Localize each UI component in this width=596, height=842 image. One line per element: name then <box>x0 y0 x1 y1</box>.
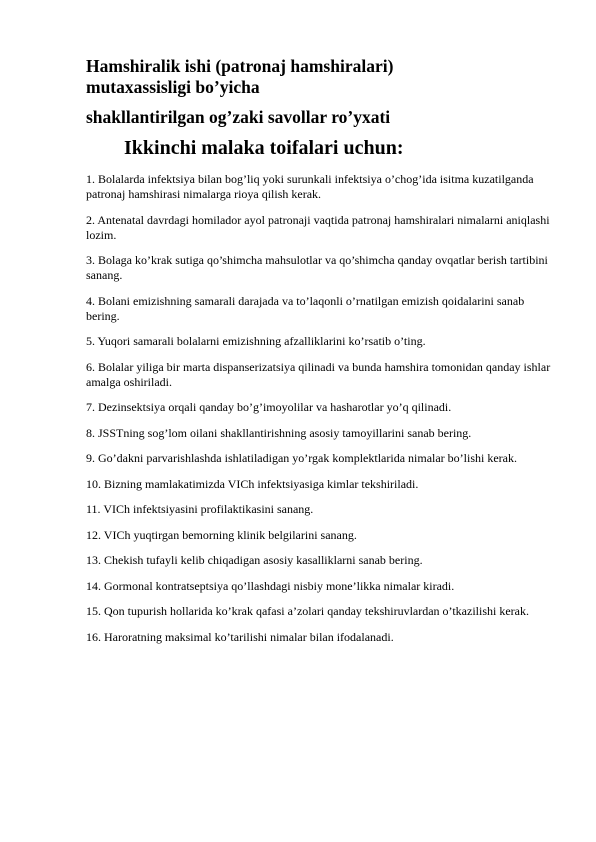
question-item: 2. Antenatal davrdagi homilador ayol patronaji vaqtida patronaj hamshiralari nimalarni aniqlashi lozim. <box>86 212 550 242</box>
document-subtitle: Ikkinchi malaka toifalari uchun: <box>124 137 404 159</box>
question-item: 14. Gormonal kontratseptsiya qo’llashdagi nisbiy mone’likka nimalar kiradi. <box>86 578 455 593</box>
question-item: 8. JSSTning sog’lom oilani shakllantirishning asosiy tamoyillarini sanab bering. <box>86 425 472 440</box>
question-item: 10. Bizning mamlakatimizda VICh infektsiyasiga kimlar tekshiriladi. <box>86 476 419 491</box>
document-title-line-3: shakllantirilgan og’zaki savollar ro’yxati <box>86 107 391 127</box>
document-page <box>86 56 556 655</box>
title-line-2: mutaxassisligi bo’yicha <box>86 77 260 97</box>
title-line-1: Hamshiralik ishi (patronaj hamshiralari) <box>86 56 394 76</box>
question-item: 7. Dezinsektsiya orqali qanday bo’g’imoyolilar va hasharotlar yo’q qilinadi. <box>86 400 452 414</box>
question-item: 3. Bolaga ko’krak sutiga qo’shimcha mahsulotlar va qo’shimcha qanday ovqatlar berish tartibini sanang. <box>86 253 548 282</box>
question-item: 6. Bolalar yiliga bir marta dispanserizatsiya qilinadi va bunda hamshira tomonidan qanday ishlar amalga oshiriladi. <box>86 359 551 389</box>
question-item: 4. Bolani emizishning samarali darajada va to’laqonli o’rnatilgan emizish qoidalarini sanab bering. <box>86 293 525 323</box>
document-title <box>86 56 556 98</box>
question-item: 15. Qon tupurish hollarida ko’krak qafasi a’zolari qanday tekshiruvlardan o’tkazilishi kerak. <box>86 604 529 618</box>
question-item: 12. VICh yuqtirgan bemorning klinik belgilarini sanang. <box>86 527 357 542</box>
question-item: 9. Go’dakni parvarishlashda ishlatiladigan yo’rgak komplektlarida nimalar bo’lishi kerak. <box>86 451 517 465</box>
question-item: 5. Yuqori samarali bolalarni emizishning afzalliklarini ko’rsatib o’ting. <box>86 334 426 348</box>
question-item: 16. Haroratning maksimal ko’tarilishi nimalar bilan ifodalanadi. <box>86 629 394 644</box>
question-item: 1. Bolalarda infektsiya bilan bog’liq yoki surunkali infektsiya o’chog’ida isitma kuzatilganda patronaj hamshirasi nimalarga rioya qilish kerak. <box>86 172 534 201</box>
question-list <box>86 172 556 645</box>
question-item: 11. VICh infektsiyasini profilaktikasini sanang. <box>86 502 314 516</box>
question-item: 13. Chekish tufayli kelib chiqadigan asosiy kasalliklarni sanab bering. <box>86 553 423 567</box>
